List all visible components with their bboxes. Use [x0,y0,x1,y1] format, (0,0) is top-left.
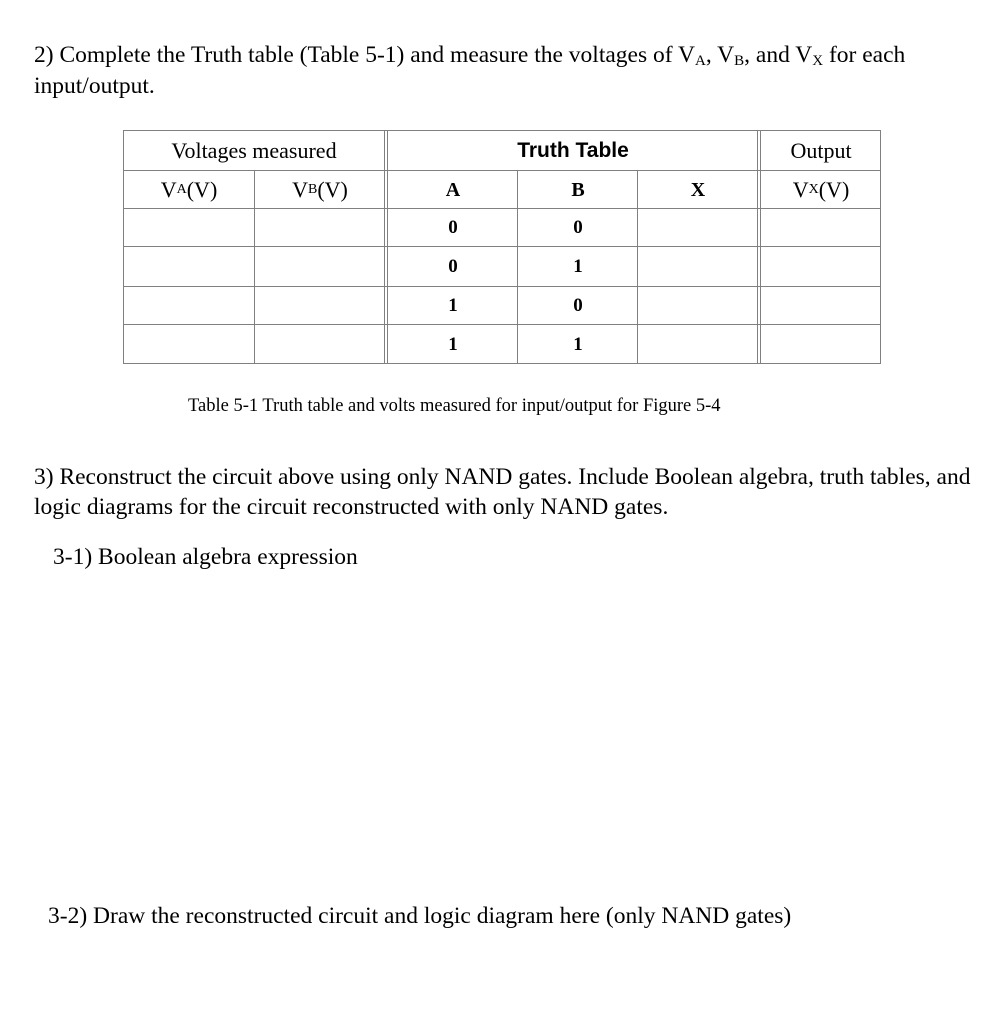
column-b: B [571,178,585,201]
column-vx: V X (V) [792,177,850,202]
header-voltages-measured: Voltages measured [171,137,337,163]
question-3-text: 3) Reconstruct the circuit above using only NAND gates. Include Boolean algebra, truth tables, and logic diagrams for the circuit reconstructed with only NAND gates. [34,464,971,520]
row-2-a: 0 [448,256,458,277]
row-4-a: 1 [448,333,458,355]
question-3-2-label: 3-2) Draw the reconstructed circuit and logic diagram here (only NAND gates) [48,903,792,929]
column-vb: V B (V) [292,177,348,202]
row-2-b: 1 [573,256,583,277]
row-1-b: 0 [573,217,583,238]
header-output: Output [790,137,852,163]
column-x: X [690,178,706,201]
table-caption: Table 5-1 Truth table and volts measured for input/output for Figure 5-4 [188,396,721,416]
row-3-b: 0 [573,295,583,316]
question-2-text: 2) Complete the Truth table (Table 5-1) and measure the voltages of $V_A$, $V_B$, and $V_X$ for each input/output. [34,42,906,99]
question-3-1-label: 3-1) Boolean algebra expression [53,544,358,570]
row-1-a: 0 [448,217,458,238]
row-4-b: 1 [573,333,583,355]
header-truth-table: Truth Table [517,138,629,162]
column-a: A [445,178,461,201]
column-va: V A (V) [160,177,218,202]
row-3-a: 1 [448,295,458,316]
